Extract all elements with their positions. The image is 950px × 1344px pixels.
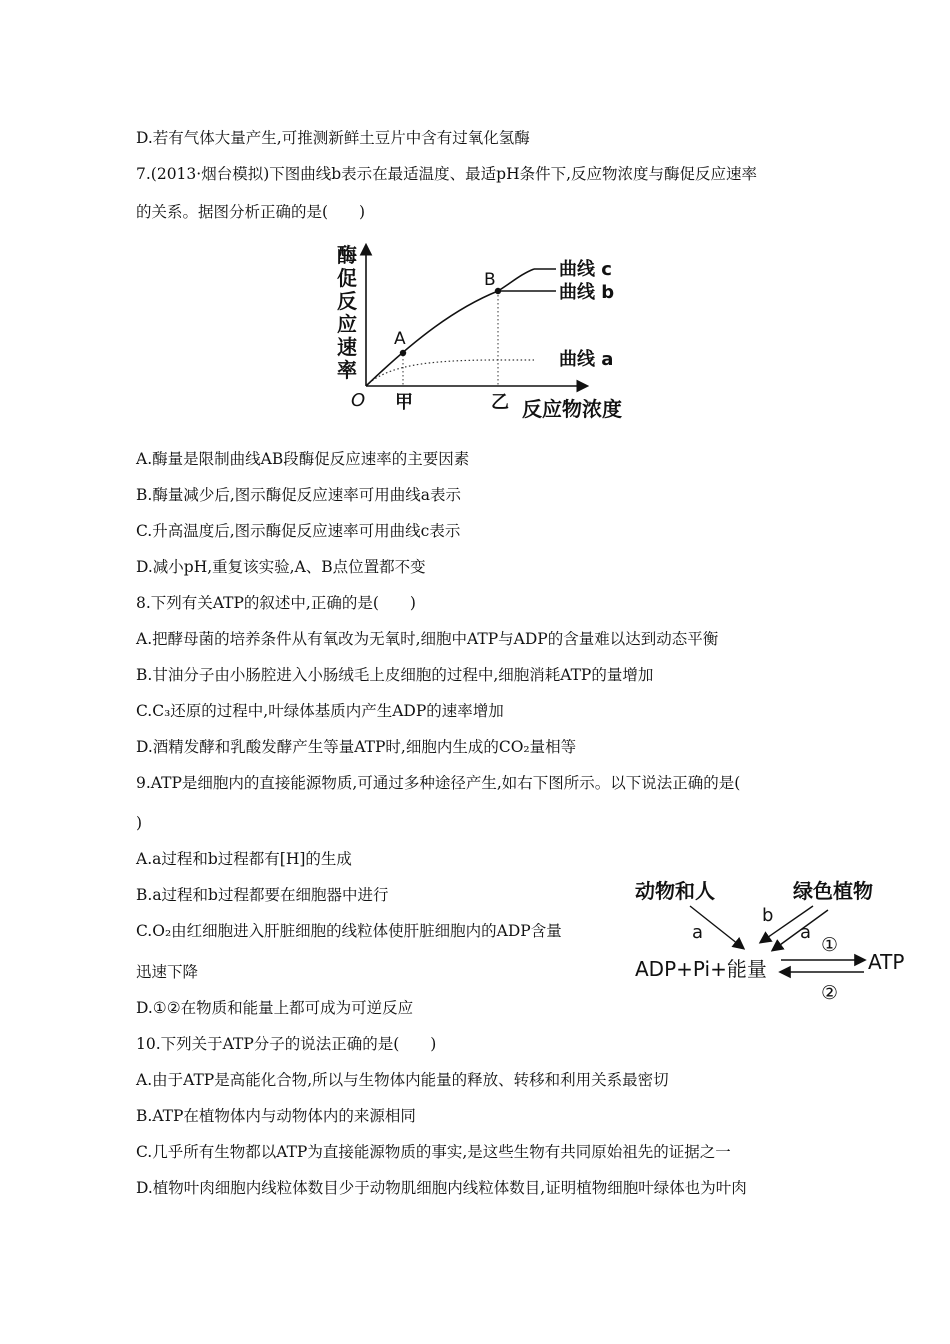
svg-text:促: 促 (337, 266, 357, 290)
origin-label: O (351, 390, 366, 411)
curve-c-label: 曲线 c (559, 259, 612, 280)
text-line: D.若有气体大量产生,可推测新鲜土豆片中含有过氧化氢酶 (136, 129, 530, 147)
text-line: B.甘油分子由小肠腔进入小肠绒毛上皮细胞的过程中,细胞消耗ATP的量增加 (136, 666, 654, 684)
text-line: D.减小pH,重复该实验,A、B点位置都不变 (136, 558, 426, 576)
adp-formula: ADP+Pi+能量 (635, 957, 767, 981)
text-line: B.a过程和b过程都要在细胞器中进行 (136, 886, 389, 904)
reverse-marker: ② (821, 982, 839, 1004)
svg-text:酶: 酶 (337, 243, 357, 267)
text-line: A.酶量是限制曲线AB段酶促反应速率的主要因素 (136, 450, 470, 468)
text-line: D.酒精发酵和乳酸发酵产生等量ATP时,细胞内生成的CO₂量相等 (136, 738, 577, 756)
label-a-plant: a (800, 922, 812, 943)
text-line: B.酶量减少后,图示酶促反应速率可用曲线a表示 (136, 486, 461, 504)
label-a-animal: a (692, 922, 704, 943)
text-line: A.由于ATP是高能化合物,所以与生物体内能量的释放、转移和利用关系最密切 (136, 1071, 669, 1089)
label-b-plant: b (762, 905, 774, 926)
forward-marker: ① (821, 934, 839, 956)
text-line: C.O₂由红细胞进入肝脏细胞的线粒体使肝脏细胞内的ADP含量 (136, 922, 562, 940)
svg-text:应: 应 (337, 312, 357, 336)
x-axis-label: 反应物浓度 (522, 397, 622, 421)
text-line: C.C₃还原的过程中,叶绿体基质内产生ADP的速率增加 (136, 702, 504, 720)
point-a (400, 350, 406, 356)
text-line: A.把酵母菌的培养条件从有氧改为无氧时,细胞中ATP与ADP的含量难以达到动态平衡 (136, 630, 719, 648)
text-line: D.①②在物质和能量上都可成为可逆反应 (136, 999, 414, 1017)
text-line: 8.下列有关ATP的叙述中,正确的是( ) (136, 594, 416, 612)
text-line: 的关系。据图分析正确的是( ) (136, 203, 366, 221)
curve-c (498, 269, 534, 291)
svg-text:率: 率 (337, 358, 357, 382)
text-line: C.几乎所有生物都以ATP为直接能源物质的事实,是这些生物有共同原始祖先的证据之一 (136, 1143, 731, 1161)
svg-text:反: 反 (337, 289, 357, 313)
x-tick-yi: 乙 (491, 392, 509, 413)
text-line: 10.下列关于ATP分子的说法正确的是( ) (136, 1035, 437, 1053)
atp-label: ATP (868, 950, 905, 974)
point-b (495, 288, 501, 294)
text-line: B.ATP在植物体内与动物体内的来源相同 (136, 1107, 416, 1125)
curve-b (366, 291, 534, 386)
text-line: 7.(2013·烟台模拟)下图曲线b表示在最适温度、最适pH条件下,反应物浓度与酶促反应速率 (136, 165, 758, 183)
svg-text:速: 速 (337, 335, 357, 359)
text-line: ) (136, 814, 143, 832)
text-line: D.植物叶肉细胞内线粒体数目少于动物肌细胞内线粒体数目,证明植物细胞叶绿体也为叶肉 (136, 1179, 747, 1197)
y-axis-label (337, 243, 357, 382)
text-line: 迅速下降 (136, 963, 199, 981)
point-a-label: A (394, 329, 406, 349)
text-line: 9.ATP是细胞内的直接能源物质,可通过多种途径产生,如右下图所示。以下说法正确的是( (136, 774, 741, 792)
point-b-label: B (484, 270, 496, 290)
curve-a (366, 360, 534, 386)
source-animal: 动物和人 (635, 879, 715, 903)
text-line: A.a过程和b过程都有[H]的生成 (136, 850, 352, 868)
source-plant: 绿色植物 (793, 879, 873, 903)
curve-a-label: 曲线 a (559, 349, 614, 370)
curve-b-label: 曲线 b (559, 282, 615, 303)
atp-cycle-diagram (628, 872, 918, 1012)
x-tick-jia: 甲 (395, 392, 413, 413)
text-line: C.升高温度后,图示酶促反应速率可用曲线c表示 (136, 522, 461, 540)
enzyme-rate-graph (326, 238, 646, 428)
